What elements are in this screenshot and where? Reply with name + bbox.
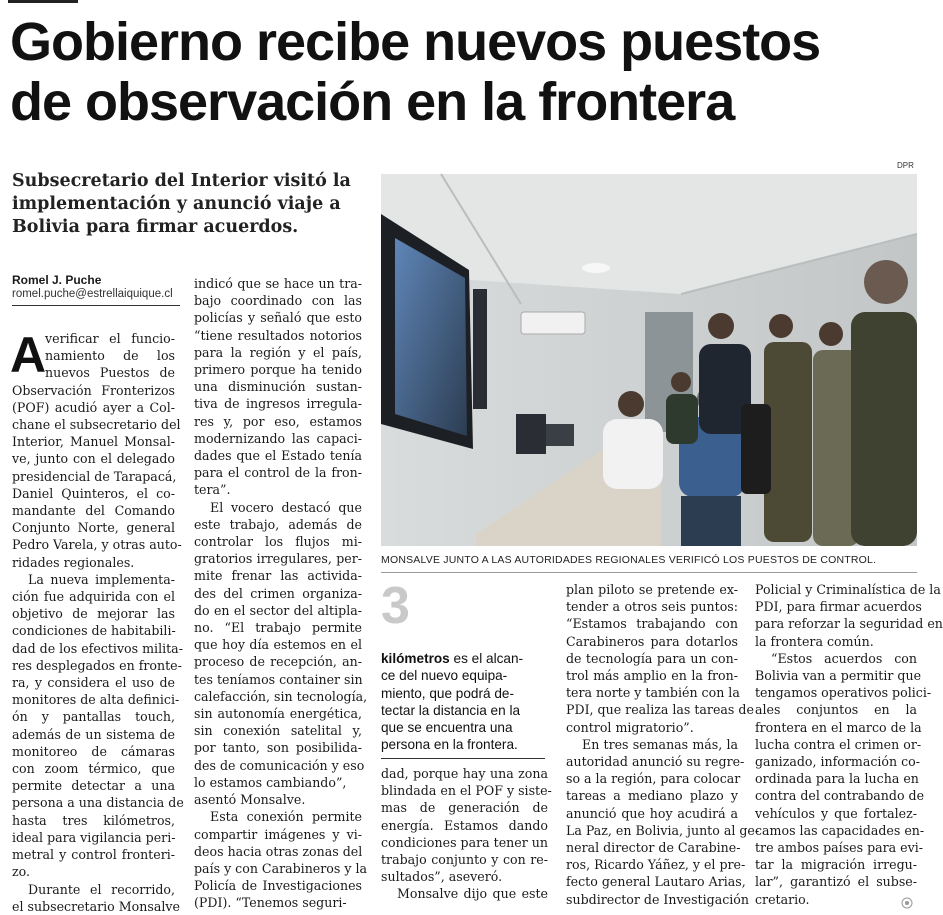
article-line: La Paz, en Bolivia, junto al ge-: [566, 822, 760, 838]
article-line: Bolivia van a permitir que: [755, 668, 922, 684]
article-line: dades que el Estado tenía: [194, 448, 362, 464]
article-line: autoridad anunció su regre-: [566, 754, 745, 770]
article-line: gratorios irregulares, per-: [194, 551, 362, 567]
article-line: energía. Estamos dando: [381, 817, 548, 833]
article-line: anunció que hoy acudirá a: [566, 805, 738, 821]
callout-number: 3: [381, 577, 410, 635]
callout-line: ce del nuevo equipa-: [381, 668, 508, 684]
article-line: tender a otros seis puntos:: [566, 599, 738, 615]
article-line: Conjunto Norte, general: [12, 520, 175, 536]
article-line: permite detectar a una: [12, 778, 175, 794]
article-line: asentó Monsalve.: [194, 792, 306, 808]
article-line: ganizado, información co-: [755, 754, 921, 770]
article-line: calefacción, sin tecnología,: [194, 688, 368, 704]
article-line: condiciones para tener un: [381, 834, 548, 850]
article-line: cretario.: [755, 891, 810, 907]
article-line: namiento de los: [45, 348, 175, 364]
article-line: presidencial de Tarapacá,: [12, 468, 177, 484]
article-line: res y, por eso, estamos: [194, 413, 362, 429]
callout-line: miento, que podrá de-: [381, 685, 515, 701]
article-line: mite frenar las activida-: [194, 568, 362, 584]
article-line: la frontera común.: [755, 633, 874, 649]
article-line: tera norte y también con la: [566, 685, 740, 701]
deck-line: Subsecretario del Interior visitó la: [12, 171, 351, 191]
article-line: para reforzar la seguridad en: [755, 616, 943, 632]
headline-line: Gobierno recibe nuevos puestos: [10, 12, 821, 72]
article-line: no. “El trabajo permite: [194, 620, 362, 636]
article-line: Carabineros para dotarlos: [566, 633, 738, 649]
article-photo: [381, 174, 917, 546]
article-line: neral director de Carabine-: [566, 840, 741, 856]
author-email[interactable]: romel.puche@estrellaiquique.cl: [12, 288, 173, 300]
article-line: tar la migración irregu-: [755, 857, 917, 873]
article-line: sin autonomía energética,: [194, 706, 362, 722]
article-line: (POF) acudió ayer a Col-: [12, 399, 175, 415]
article-line: contra del contrabando de: [755, 788, 925, 804]
article-line: controlar los flujos mi-: [194, 534, 362, 550]
author-name: Romel J. Puche: [12, 273, 102, 287]
article-line: policías y señaló que esto: [194, 310, 362, 326]
article-line: nuevos Puestos de: [45, 365, 175, 381]
article-line: lucha contra el crimen or-: [755, 736, 922, 752]
article-line: tiva de ingresos irregula-: [194, 396, 362, 412]
callout-bold: kilómetros: [381, 651, 450, 666]
top-rule: [8, 0, 78, 3]
article-column-4: [566, 581, 760, 908]
article-line: dad, porque hay una zona: [381, 766, 548, 781]
article-line: res desplegados en fronte-: [12, 657, 182, 673]
article-line: tera”.: [194, 482, 231, 498]
article-line: Pedro Varela, y otras auto-: [12, 537, 182, 553]
byline: [12, 273, 182, 301]
callout-line-rest: es el alcan-: [449, 651, 524, 666]
article-line: PDI, que realiza las tareas de: [566, 702, 754, 718]
article-line: lo estamos cambiando”,: [194, 774, 347, 790]
article-line: con zoom térmico, que: [12, 761, 175, 777]
article-line: sultados”, aseveró.: [381, 869, 503, 885]
article-line: tes teníamos container sin: [194, 671, 363, 687]
article-line: des de comunicación y eso: [194, 757, 365, 773]
article-line: condiciones de habitabili-: [12, 623, 176, 639]
article-column-3: [381, 765, 552, 903]
article-line: primero porque ha tenido: [194, 362, 362, 378]
article-line: ridades regionales.: [12, 554, 135, 570]
callout-line: persona en la frontera.: [381, 737, 518, 753]
article-line: sin conexión satelital y,: [194, 723, 362, 739]
article-line: Durante el recorrido,: [28, 881, 175, 897]
article-line: fecto general Lautaro Arias,: [566, 874, 746, 890]
article-column-2: [194, 275, 368, 912]
article-line: tareas a mediano plazo y: [566, 788, 738, 804]
article-line: además de un sistema de: [12, 726, 175, 742]
article-line: el subsecretario Monsalve: [12, 898, 180, 914]
article-line: vehículos y que fortalez-: [755, 805, 917, 821]
article-line: chane el subsecretario del: [12, 417, 181, 433]
article-line: ales conjuntos en la: [755, 702, 917, 718]
deck-line: Bolivia para firmar acuerdos.: [12, 217, 299, 237]
headline-line: de observación en la frontera: [10, 72, 735, 132]
callout-line: tectar la distancia en la: [381, 702, 521, 718]
deck-subtitle: [12, 170, 362, 239]
article-line: deos hacia otras zonas del: [194, 843, 363, 859]
article-line: por tanto, son posibilida-: [194, 740, 362, 756]
article-line: plan piloto se pretende ex-: [566, 582, 738, 597]
article-line: dad de los efectivos milita-: [12, 640, 183, 656]
article-column-5: [755, 581, 943, 908]
article-line: Policía de Investigaciones: [194, 878, 362, 894]
article-line: (PDI). “Tenemos seguri-: [194, 895, 347, 911]
article-line: so a la región, para colocar: [566, 771, 741, 787]
article-line: persona a una distancia de: [12, 795, 184, 811]
article-line: bajo coordinado con las: [194, 293, 362, 309]
end-mark-icon: [901, 897, 913, 909]
article-line: blindada en el POF y siste-: [381, 783, 552, 799]
article-line: tengamos operativos polici-: [755, 685, 932, 701]
article-line: hasta tres kilómetros,: [12, 812, 175, 828]
article-line: des del crimen organiza-: [194, 585, 362, 601]
article-line: indicó que se hace un tra-: [194, 276, 362, 291]
article-line: “tiene resultados notorios: [194, 327, 362, 343]
article-line: En tres semanas más, la: [582, 736, 738, 752]
article-line: PDI, para firmar acuerdos: [755, 599, 922, 615]
article-line: objetivo de mejorar las: [12, 606, 175, 622]
article-line: ción fue adquirida con el: [12, 589, 175, 605]
article-line: Daniel Quinteros, el co-: [12, 485, 175, 501]
article-line: ordinada para la lucha en: [755, 771, 919, 787]
article-line: país y con Carabineros y la: [194, 860, 367, 876]
callout-text: [381, 650, 543, 754]
callout-line: [381, 650, 543, 667]
article-line: modernizando las capaci-: [194, 430, 362, 446]
article-column-1: [10, 327, 184, 915]
article-line: El vocero destacó que: [210, 499, 362, 515]
article-line: Esta conexión permite: [210, 809, 362, 825]
callout-line: que se encuentra una: [381, 720, 513, 736]
article-line: una disminución sustan-: [194, 379, 362, 395]
article-line: monitoreo de cámaras: [12, 743, 175, 759]
article-line: proceso de recepción, an-: [194, 654, 362, 670]
article-line: “Estamos trabajando con: [566, 616, 738, 632]
article-line: subdirector de Investigación: [566, 891, 749, 907]
article-line: Observación Fronterizos: [12, 382, 175, 398]
article-line: tre ambos países para evi-: [755, 840, 924, 856]
article-line: mas de generación de: [381, 800, 548, 816]
article-line: La nueva implementa-: [28, 571, 175, 587]
article-line: verificar el funcio-: [45, 331, 175, 346]
article-line: ón y pantallas touch,: [12, 709, 175, 725]
article-line: que hoy día estemos en el: [194, 637, 362, 653]
article-line: de tecnología para un con-: [566, 650, 738, 666]
article-line: ve, junto con el delegado: [12, 451, 175, 467]
article-line: lar”, garantizó el subse-: [755, 874, 917, 890]
article-line: ra, y considera el uso de: [12, 675, 175, 691]
caption-rule: [381, 572, 917, 573]
article-line: frontera en el marco de la: [755, 719, 922, 735]
article-line: zo.: [12, 864, 30, 880]
article-line: “Estos acuerdos con: [771, 650, 917, 666]
photo-illustration: [381, 174, 917, 546]
article-line: metral y control fronteri-: [12, 847, 175, 863]
headline: [10, 12, 915, 132]
byline-rule: [12, 305, 180, 306]
article-line: do en el sector del altipla-: [194, 602, 362, 618]
callout-rule: [381, 758, 545, 759]
deck-line: implementación y anunció viaje a: [12, 194, 341, 214]
article-line: monitores de alta definici-: [12, 692, 180, 708]
article-line: compartir imágenes y vi-: [194, 826, 362, 842]
drop-cap: A: [10, 327, 47, 383]
article-line: Monsalve dijo que este: [397, 886, 548, 902]
article-line: para el control de la fron-: [194, 465, 362, 481]
photo-credit: DPR: [897, 161, 914, 170]
article-line: mandante del Comando: [12, 503, 175, 519]
article-line: ideal para vigilancia peri-: [12, 829, 176, 845]
article-line: este trabajo, además de: [194, 516, 362, 532]
article-line: camos las capacidades en-: [755, 822, 925, 838]
article-line: para la región y el país,: [194, 344, 362, 360]
article-line: trol más amplio en la fron-: [566, 668, 738, 684]
article-line: Policial y Criminalística de la: [755, 582, 941, 597]
article-line: control migratorio”.: [566, 719, 694, 735]
photo-caption: MONSALVE JUNTO A LAS AUTORIDADES REGIONALES VERIFICÓ LOS PUESTOS DE CONTROL.: [381, 554, 877, 566]
article-line: trabajo conjunto y con re-: [381, 852, 548, 868]
article-line: Interior, Manuel Monsal-: [12, 434, 175, 450]
article-line: ros, Ricardo Yáñez, y el pre-: [566, 857, 746, 873]
